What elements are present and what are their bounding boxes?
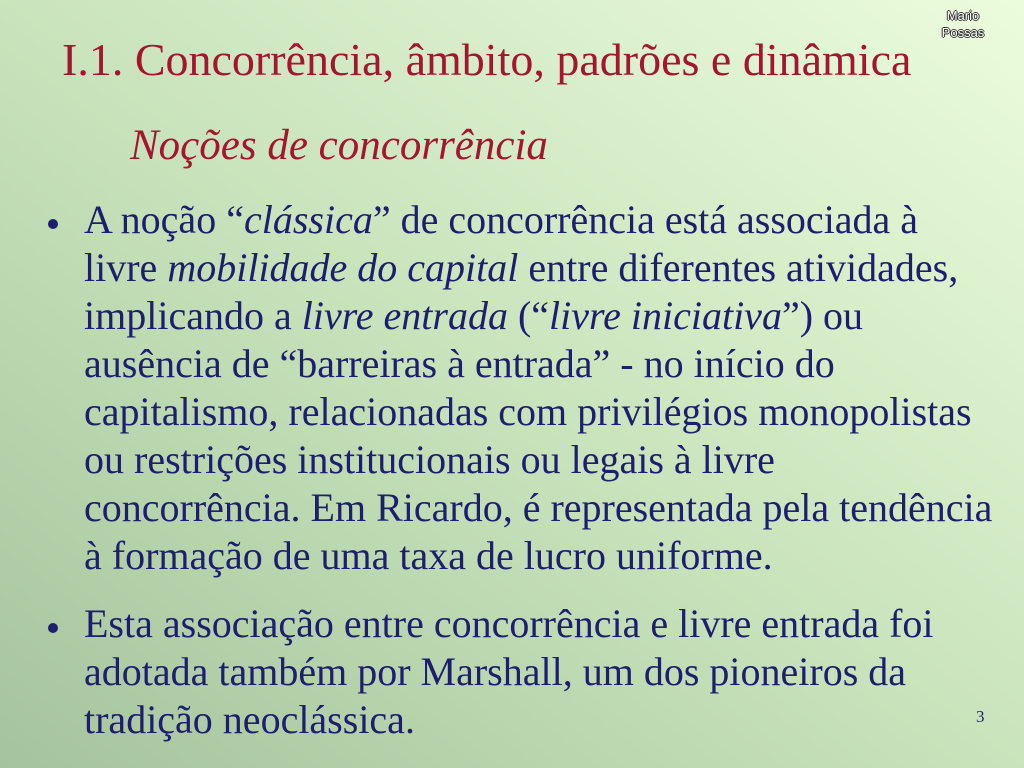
text-segment: adotada também por Marshall, um dos pioneiros da xyxy=(84,649,907,694)
bullet-line xyxy=(84,388,1004,436)
text-segment: Esta associação entre concorrência e livre entrada foi xyxy=(84,601,934,646)
text-segment: implicando a xyxy=(84,293,302,338)
text-segment: tradição neoclássica. xyxy=(84,697,415,742)
text-segment: livre xyxy=(84,245,168,290)
bullet-list xyxy=(84,196,1004,744)
bullet-line xyxy=(84,244,1004,292)
text-segment: ausência de “barreiras à entrada” - no início do xyxy=(84,341,835,386)
text-segment: ”) ou xyxy=(781,293,864,338)
bullet-line xyxy=(84,600,1004,648)
slide-subtitle: Noções de concorrência xyxy=(130,122,548,169)
italic-text-segment: mobilidade do capital xyxy=(167,245,519,290)
slide-title: I.1. Concorrência, âmbito, padrões e dinâmica xyxy=(62,34,912,85)
text-segment: entre diferentes atividades, xyxy=(518,245,959,290)
bullet-line xyxy=(84,484,1004,532)
italic-text-segment: livre entrada xyxy=(301,293,508,338)
bullet-line xyxy=(84,340,1004,388)
italic-text-segment: clássica xyxy=(243,197,373,242)
text-segment: (“ xyxy=(507,293,550,338)
bullet-item xyxy=(84,600,1004,744)
bullet-line xyxy=(84,696,1004,744)
text-segment: ” de concorrência está associada à xyxy=(372,197,919,242)
text-segment: capitalismo, relacionadas com privilégios monopolistas xyxy=(84,389,972,434)
bullet-line xyxy=(84,292,1004,340)
bullet-line xyxy=(84,532,1004,580)
bullet-item xyxy=(84,196,1004,580)
author-label: Mario Possas xyxy=(941,8,985,40)
bullet-line xyxy=(84,196,1004,244)
text-segment: ou restrições institucionais ou legais à livre xyxy=(84,437,775,482)
text-segment: A noção “ xyxy=(84,197,244,242)
text-segment: concorrência. Em Ricardo, é representada pela tendência xyxy=(84,485,993,530)
text-segment: à formação de uma taxa de lucro uniforme. xyxy=(84,533,773,578)
bullet-line xyxy=(84,436,1004,484)
bullet-line xyxy=(84,648,1004,696)
bullet-marker xyxy=(48,623,58,633)
bullet-marker xyxy=(48,219,58,229)
page-number: 3 xyxy=(976,707,985,726)
italic-text-segment: livre iniciativa xyxy=(549,293,782,338)
